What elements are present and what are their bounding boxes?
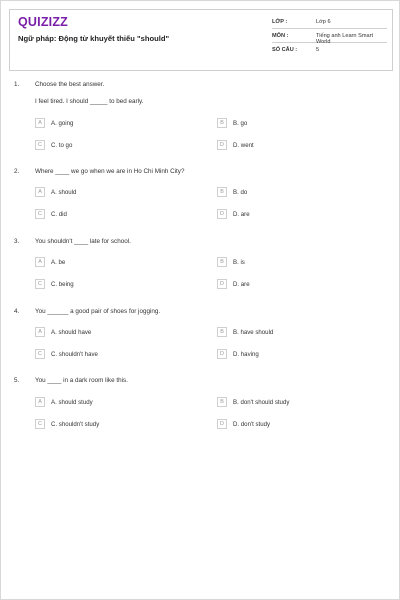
- meta-key: SỐ CÂU :: [272, 47, 298, 53]
- option-letter-box: B: [217, 327, 227, 337]
- question-number: 4.: [14, 308, 20, 315]
- option-label: B. go: [233, 120, 248, 127]
- option-letter-box: B: [217, 118, 227, 128]
- meta-key: LỚP :: [272, 19, 288, 25]
- question-prompt: You ____ in a dark room like this.: [35, 377, 128, 384]
- meta-key: MÔN :: [272, 33, 289, 39]
- question-prompt: You shouldn't ____ late for school.: [35, 238, 131, 245]
- option-letter-box: C: [35, 140, 45, 150]
- option-label: B. do: [233, 189, 248, 196]
- meta-value: Tiếng anh Learn Smart World: [316, 33, 374, 45]
- option-letter-box: A: [35, 187, 45, 197]
- option-label: D. having: [233, 351, 259, 358]
- option-label: A. should study: [51, 399, 93, 406]
- option-letter-box: D: [217, 279, 227, 289]
- meta-value: 5: [316, 47, 320, 53]
- option-label: D. are: [233, 281, 250, 288]
- option-label: B. have should: [233, 329, 274, 336]
- option-label: A. should: [51, 189, 77, 196]
- option-letter-box: B: [217, 397, 227, 407]
- option-label: C. being: [51, 281, 74, 288]
- question-number: 1.: [14, 81, 20, 88]
- option-letter-box: D: [217, 140, 227, 150]
- worksheet-header: [9, 9, 393, 71]
- worksheet-title: Ngữ pháp: Động từ khuyết thiếu "should": [18, 34, 170, 43]
- question-number: 2.: [14, 168, 20, 175]
- option-letter-box: C: [35, 419, 45, 429]
- option-label: C. shouldn't study: [51, 421, 100, 428]
- option-label: B. don't should study: [233, 399, 290, 406]
- option-letter-box: B: [217, 187, 227, 197]
- option-label: C. shouldn't have: [51, 351, 98, 358]
- option-label: A. going: [51, 120, 74, 127]
- meta-row-question-count: [272, 43, 387, 57]
- option-letter-box: A: [35, 327, 45, 337]
- option-letter-box: D: [217, 349, 227, 359]
- option-letter-box: A: [35, 397, 45, 407]
- meta-value: Lớp 6: [316, 19, 331, 25]
- option-label: C. to go: [51, 142, 73, 149]
- option-label: A. should have: [51, 329, 92, 336]
- option-letter-box: D: [217, 419, 227, 429]
- meta-row-subject: [272, 29, 387, 43]
- option-label: D. don't study: [233, 421, 271, 428]
- question-number: 5.: [14, 377, 20, 384]
- option-label: D. are: [233, 211, 250, 218]
- option-letter-box: B: [217, 257, 227, 267]
- option-letter-box: A: [35, 257, 45, 267]
- option-letter-box: C: [35, 279, 45, 289]
- option-letter-box: A: [35, 118, 45, 128]
- quizizz-logo: QUIZIZZ: [18, 15, 69, 29]
- question-stem: I feel tired. I should _____ to bed early.: [35, 98, 144, 105]
- question-prompt: Choose the best answer.: [35, 81, 105, 88]
- option-letter-box: C: [35, 209, 45, 219]
- option-letter-box: C: [35, 349, 45, 359]
- option-label: D. went: [233, 142, 254, 149]
- option-label: C. did: [51, 211, 67, 218]
- option-letter-box: D: [217, 209, 227, 219]
- option-label: A. be: [51, 259, 66, 266]
- question-prompt: You ______ a good pair of shoes for jogging.: [35, 308, 161, 315]
- question-number: 3.: [14, 238, 20, 245]
- meta-row-class: [272, 15, 387, 29]
- option-label: B. is: [233, 259, 245, 266]
- question-prompt: Where ____ we go when we are in Ho Chi Minh City?: [35, 168, 185, 175]
